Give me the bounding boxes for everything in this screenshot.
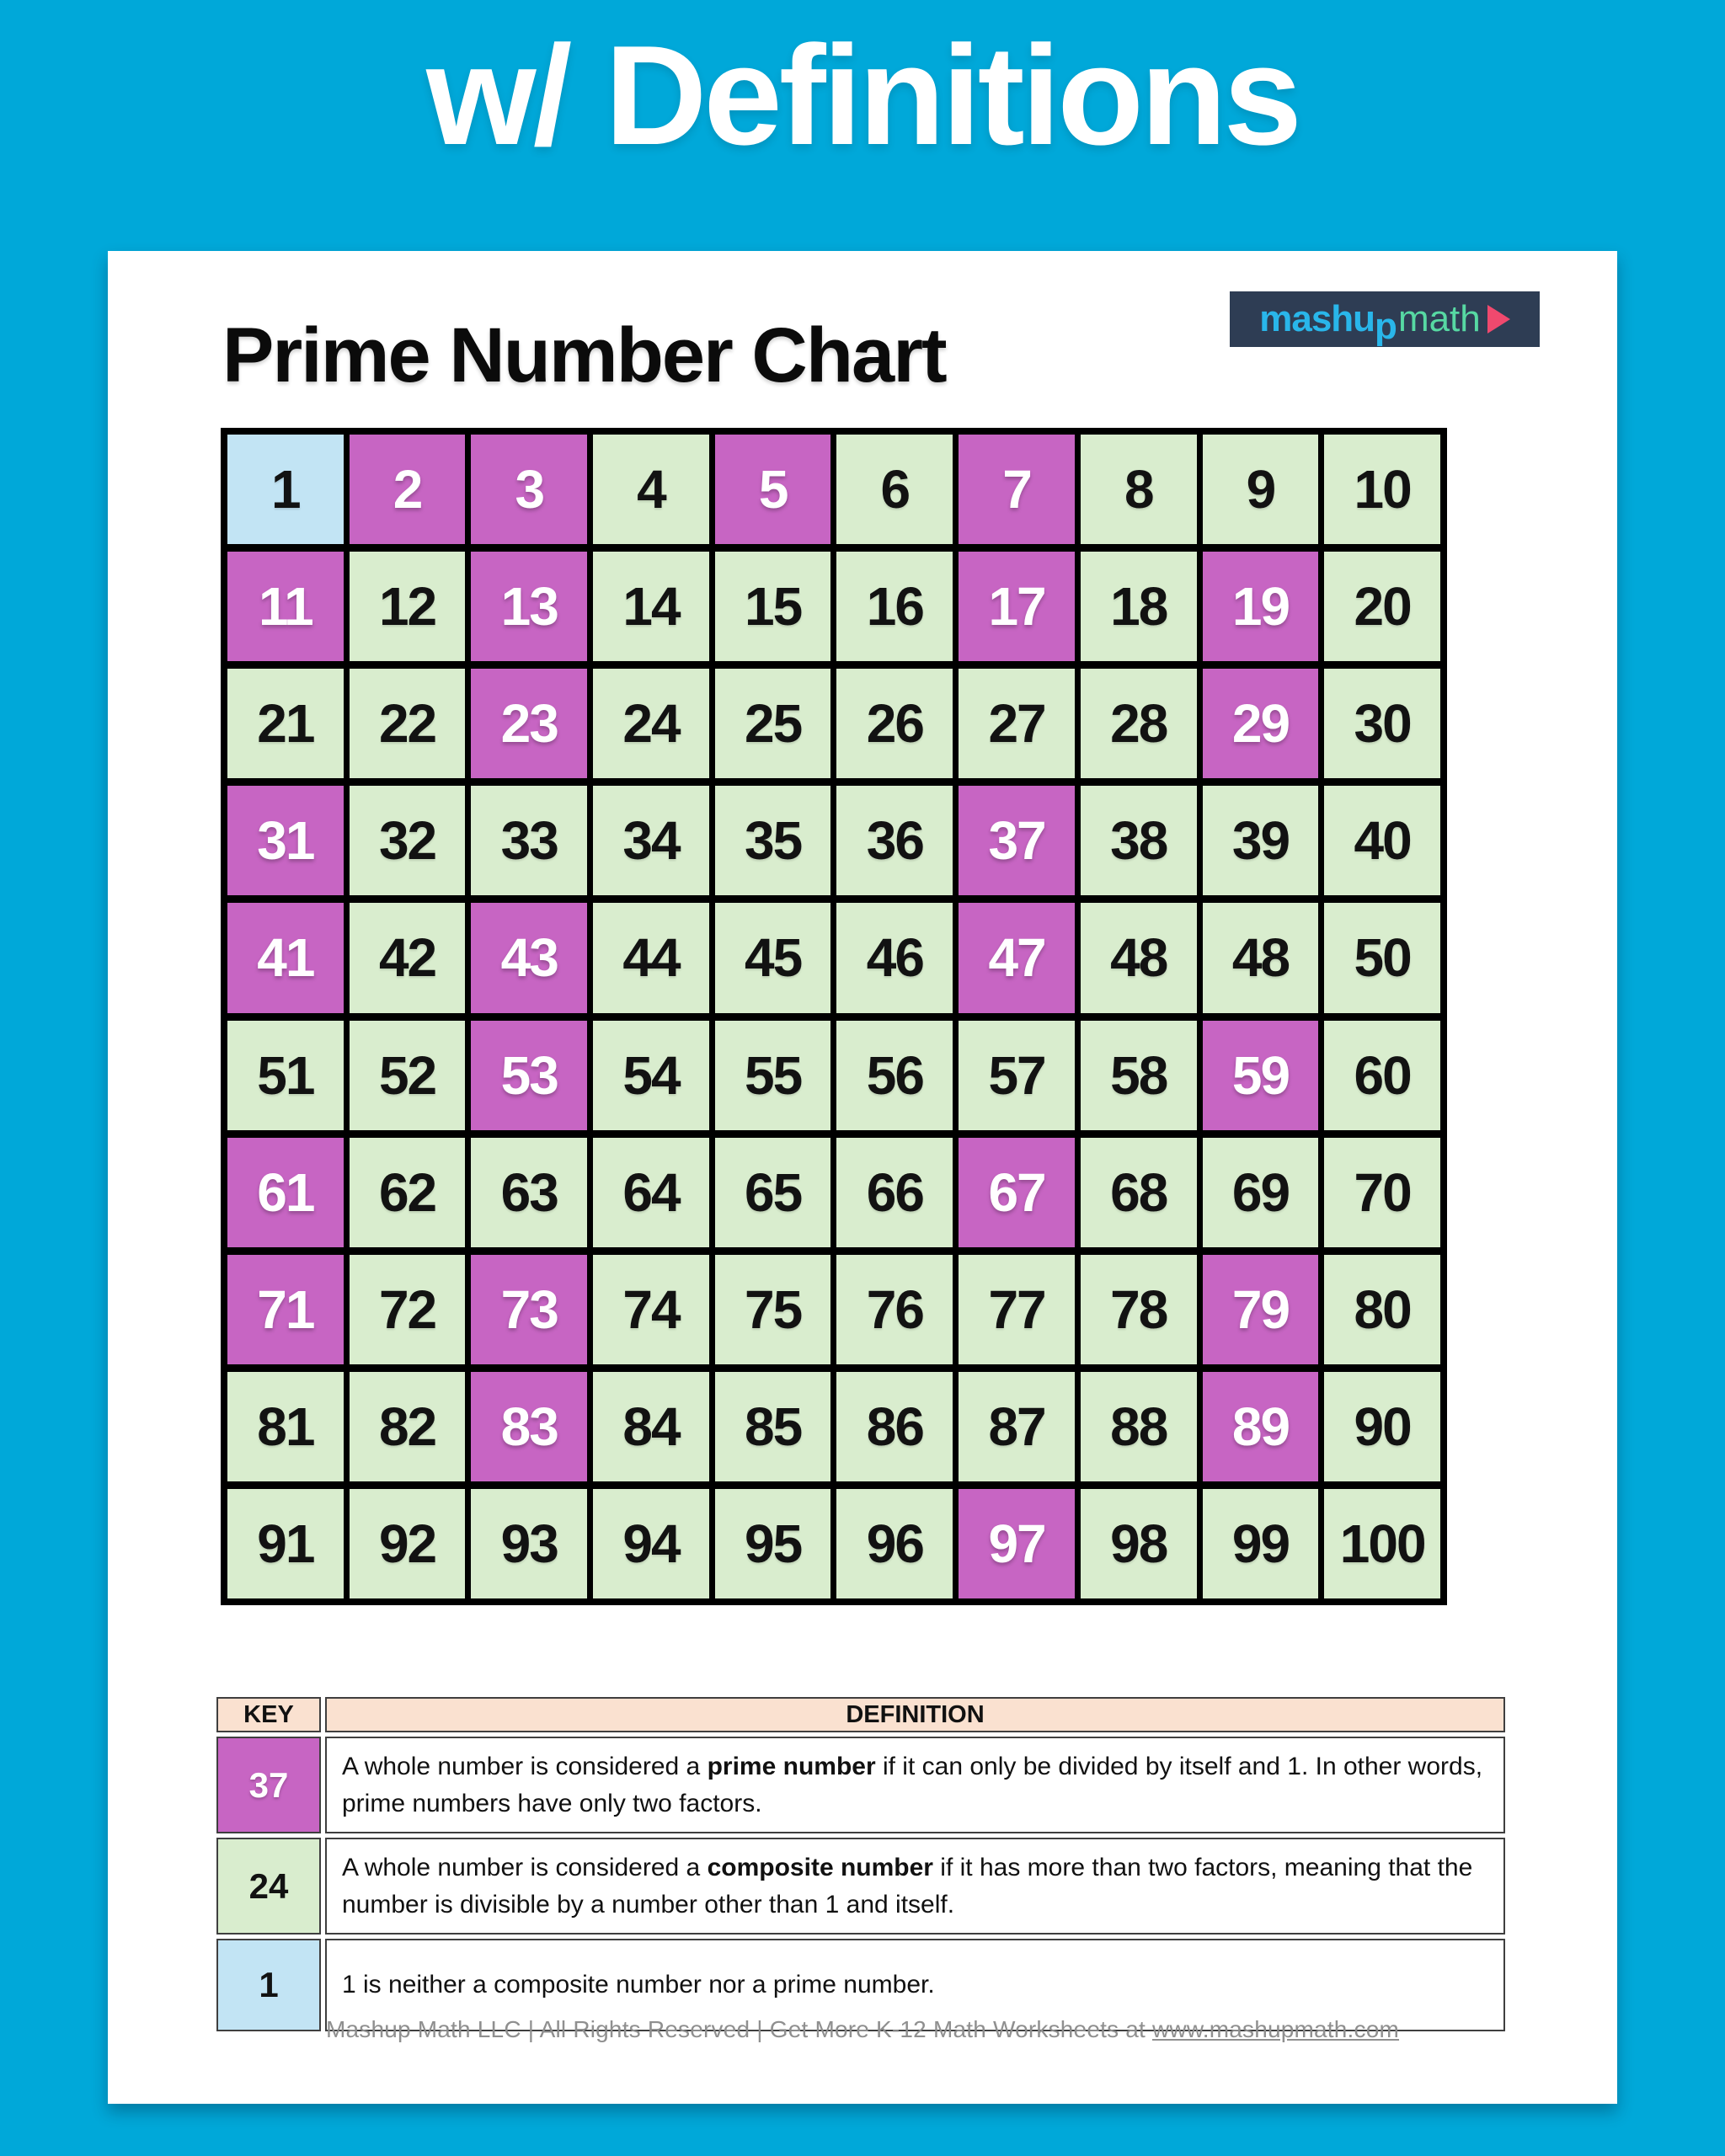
grid-cell-62: 62 — [350, 1138, 466, 1247]
footer-text: Mashup Math LLC | All Rights Reserved | Get More K-12 Math Worksheets at — [325, 2016, 1152, 2042]
grid-cell-49: 48 — [1203, 903, 1319, 1012]
page-title: Prime Number Chart — [222, 312, 946, 398]
key-table-header-key: KEY — [216, 1697, 321, 1732]
grid-cell-97: 97 — [959, 1489, 1075, 1598]
grid-cell-12: 12 — [350, 552, 466, 661]
logo-text-p: p — [1375, 306, 1397, 347]
grid-cell-58: 58 — [1081, 1021, 1197, 1130]
key-table — [212, 1693, 1509, 2036]
grid-cell-39: 39 — [1203, 786, 1319, 895]
key-table-header-row — [216, 1697, 1505, 1732]
grid-cell-42: 42 — [350, 903, 466, 1012]
grid-cell-96: 96 — [836, 1489, 953, 1598]
grid-cell-71: 71 — [227, 1255, 344, 1364]
grid-cell-85: 85 — [715, 1372, 831, 1481]
grid-cell-1: 1 — [227, 435, 344, 544]
grid-cell-47: 47 — [959, 903, 1075, 1012]
grid-cell-9: 9 — [1203, 435, 1319, 544]
grid-cell-98: 98 — [1081, 1489, 1197, 1598]
grid-cell-13: 13 — [471, 552, 587, 661]
grid-cell-86: 86 — [836, 1372, 953, 1481]
number-grid — [221, 428, 1447, 1605]
grid-cell-65: 65 — [715, 1138, 831, 1247]
definition-prime-pre: A whole number is considered a — [342, 1753, 708, 1780]
definition-prime-bold: prime number — [707, 1753, 876, 1780]
grid-cell-76: 76 — [836, 1255, 953, 1364]
grid-cell-17: 17 — [959, 552, 1075, 661]
grid-cell-89: 89 — [1203, 1372, 1319, 1481]
banner-title: w/ Definitions — [426, 16, 1299, 174]
grid-cell-68: 68 — [1081, 1138, 1197, 1247]
grid-cell-40: 40 — [1324, 786, 1440, 895]
grid-cell-38: 38 — [1081, 786, 1197, 895]
content-card — [108, 251, 1617, 2104]
grid-cell-34: 34 — [593, 786, 709, 895]
grid-cell-43: 43 — [471, 903, 587, 1012]
grid-cell-59: 59 — [1203, 1021, 1319, 1130]
grid-cell-81: 81 — [227, 1372, 344, 1481]
grid-cell-29: 29 — [1203, 669, 1319, 778]
grid-cell-93: 93 — [471, 1489, 587, 1598]
grid-cell-7: 7 — [959, 435, 1075, 544]
grid-cell-6: 6 — [836, 435, 953, 544]
grid-cell-100: 100 — [1324, 1489, 1440, 1598]
key-swatch-composite: 24 — [216, 1838, 321, 1935]
grid-cell-54: 54 — [593, 1021, 709, 1130]
grid-cell-23: 23 — [471, 669, 587, 778]
grid-cell-72: 72 — [350, 1255, 466, 1364]
grid-cell-21: 21 — [227, 669, 344, 778]
definition-composite-bold: composite number — [707, 1854, 933, 1881]
grid-cell-22: 22 — [350, 669, 466, 778]
play-triangle-icon — [1487, 305, 1510, 334]
brand-logo — [1230, 291, 1540, 347]
grid-cell-63: 63 — [471, 1138, 587, 1247]
grid-cell-67: 67 — [959, 1138, 1075, 1247]
logo-text-mashup: mashu — [1259, 298, 1375, 339]
grid-cell-45: 45 — [715, 903, 831, 1012]
key-swatch-prime: 37 — [216, 1737, 321, 1833]
definition-composite-post: if it has more than two factors, meaning that the number is divisible by a number other than 1 and itself. — [342, 1854, 1473, 1919]
grid-cell-53: 53 — [471, 1021, 587, 1130]
grid-cell-57: 57 — [959, 1021, 1075, 1130]
grid-cell-88: 88 — [1081, 1372, 1197, 1481]
grid-cell-55: 55 — [715, 1021, 831, 1130]
grid-cell-48: 48 — [1081, 903, 1197, 1012]
grid-cell-46: 46 — [836, 903, 953, 1012]
grid-cell-30: 30 — [1324, 669, 1440, 778]
grid-cell-61: 61 — [227, 1138, 344, 1247]
grid-cell-37: 37 — [959, 786, 1075, 895]
grid-cell-41: 41 — [227, 903, 344, 1012]
grid-cell-70: 70 — [1324, 1138, 1440, 1247]
grid-cell-50: 50 — [1324, 903, 1440, 1012]
definition-prime-post: if it can only be divided by itself and 1. In other words, prime numbers have only two factors. — [342, 1753, 1483, 1817]
grid-cell-75: 75 — [715, 1255, 831, 1364]
grid-cell-25: 25 — [715, 669, 831, 778]
grid-cell-15: 15 — [715, 552, 831, 661]
definition-prime — [325, 1737, 1505, 1833]
grid-cell-74: 74 — [593, 1255, 709, 1364]
grid-cell-4: 4 — [593, 435, 709, 544]
grid-cell-83: 83 — [471, 1372, 587, 1481]
grid-cell-2: 2 — [350, 435, 466, 544]
grid-cell-24: 24 — [593, 669, 709, 778]
grid-cell-78: 78 — [1081, 1255, 1197, 1364]
grid-cell-66: 66 — [836, 1138, 953, 1247]
grid-cell-69: 69 — [1203, 1138, 1319, 1247]
grid-cell-14: 14 — [593, 552, 709, 661]
grid-cell-16: 16 — [836, 552, 953, 661]
key-row-composite — [216, 1838, 1505, 1935]
grid-cell-20: 20 — [1324, 552, 1440, 661]
definition-composite — [325, 1838, 1505, 1935]
grid-cell-90: 90 — [1324, 1372, 1440, 1481]
footer-note — [108, 2016, 1617, 2043]
grid-cell-26: 26 — [836, 669, 953, 778]
grid-cell-79: 79 — [1203, 1255, 1319, 1364]
grid-cell-84: 84 — [593, 1372, 709, 1481]
grid-cell-5: 5 — [715, 435, 831, 544]
definition-composite-pre: A whole number is considered a — [342, 1854, 708, 1881]
grid-cell-52: 52 — [350, 1021, 466, 1130]
grid-cell-60: 60 — [1324, 1021, 1440, 1130]
grid-cell-36: 36 — [836, 786, 953, 895]
grid-cell-28: 28 — [1081, 669, 1197, 778]
grid-cell-56: 56 — [836, 1021, 953, 1130]
key-swatch-one: 1 — [216, 1939, 321, 2031]
logo-text-math: math — [1397, 298, 1481, 339]
grid-cell-95: 95 — [715, 1489, 831, 1598]
grid-cell-27: 27 — [959, 669, 1075, 778]
grid-cell-44: 44 — [593, 903, 709, 1012]
grid-cell-11: 11 — [227, 552, 344, 661]
grid-cell-82: 82 — [350, 1372, 466, 1481]
grid-cell-64: 64 — [593, 1138, 709, 1247]
grid-cell-77: 77 — [959, 1255, 1075, 1364]
grid-cell-33: 33 — [471, 786, 587, 895]
key-table-header-definition: DEFINITION — [325, 1697, 1505, 1732]
grid-cell-87: 87 — [959, 1372, 1075, 1481]
grid-cell-51: 51 — [227, 1021, 344, 1130]
grid-cell-80: 80 — [1324, 1255, 1440, 1364]
grid-cell-8: 8 — [1081, 435, 1197, 544]
grid-cell-10: 10 — [1324, 435, 1440, 544]
key-row-prime — [216, 1737, 1505, 1833]
footer-link[interactable]: www.mashupmath.com — [1152, 2016, 1400, 2042]
grid-cell-3: 3 — [471, 435, 587, 544]
grid-cell-94: 94 — [593, 1489, 709, 1598]
grid-cell-92: 92 — [350, 1489, 466, 1598]
grid-cell-32: 32 — [350, 786, 466, 895]
grid-cell-35: 35 — [715, 786, 831, 895]
grid-cell-31: 31 — [227, 786, 344, 895]
grid-cell-19: 19 — [1203, 552, 1319, 661]
grid-cell-73: 73 — [471, 1255, 587, 1364]
grid-cell-18: 18 — [1081, 552, 1197, 661]
grid-cell-99: 99 — [1203, 1489, 1319, 1598]
grid-cell-91: 91 — [227, 1489, 344, 1598]
definition-one-pre: 1 is neither a composite number nor a prime number. — [342, 1971, 935, 1999]
